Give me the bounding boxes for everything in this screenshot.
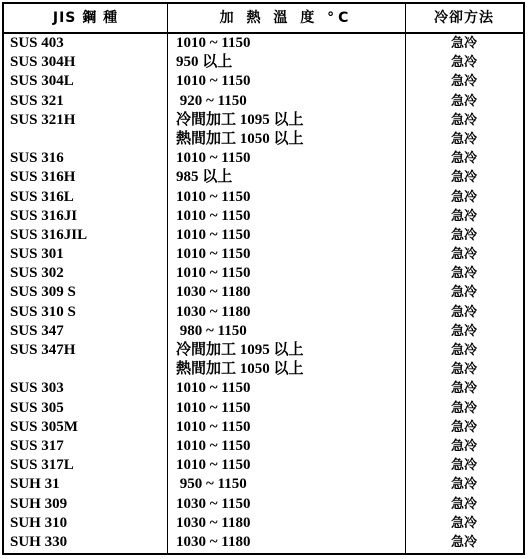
table-row (4, 322, 523, 341)
heating-temperature-cell: 950 以上 (176, 54, 233, 71)
cooling-method-cell: 急冷 (450, 400, 477, 416)
table-header (4, 4, 523, 34)
steel-grade-cell: SUS 347H (10, 342, 76, 358)
table-row (4, 72, 523, 91)
table-row (4, 283, 523, 302)
table-row (4, 437, 523, 456)
heating-temperature-cell: 950 ~ 1150 (176, 476, 247, 493)
steel-grade-cell: SUS 309 S (10, 284, 76, 301)
steel-grade-cell: SUS 321H (10, 111, 76, 128)
steel-grade-cell: SUS 316JI (10, 207, 78, 224)
cooling-method-cell: 急冷 (450, 93, 477, 109)
heating-temperature-cell: 1030 ~ 1150 (176, 495, 251, 512)
steel-grade-cell: SUS 317L (10, 457, 74, 474)
heating-temperature-cell: 1010 ~ 1150 (176, 399, 251, 416)
cooling-method-cell: 急冷 (450, 208, 477, 224)
heating-temperature-cell: 1010 ~ 1150 (176, 150, 251, 167)
table-row (4, 168, 523, 187)
steel-grade-cell: SUS 317 (10, 437, 64, 454)
cooling-method-cell: 急冷 (450, 534, 477, 550)
table-row (4, 360, 523, 379)
table-row (4, 149, 523, 168)
heating-temperature-cell: 冷間加工 1095 以上 (176, 342, 304, 358)
steel-grade-cell: SUS 305M (10, 418, 78, 435)
cooling-method-cell: 急冷 (450, 74, 477, 90)
heating-temperature-cell: 1010 ~ 1150 (176, 437, 251, 454)
cooling-method-cell: 急冷 (450, 112, 477, 128)
steel-grade-cell: SUH 31 (10, 476, 60, 493)
table-row (4, 245, 523, 264)
table-row (4, 226, 523, 245)
table-row (4, 207, 523, 226)
table-row (4, 264, 523, 283)
table-row (4, 475, 523, 494)
steel-grade-cell: SUS 316L (10, 188, 74, 205)
heating-temperature-cell: 1010 ~ 1150 (176, 246, 251, 263)
table-row (4, 495, 523, 514)
cooling-method-cell: 急冷 (450, 227, 477, 243)
table-row (4, 130, 523, 149)
steel-grade-cell: SUS 316JIL (10, 226, 88, 243)
table-row (4, 418, 523, 437)
steel-grade-cell: SUS 304H (10, 54, 76, 71)
steel-grade-cell: SUS 301 (10, 246, 64, 263)
table-row (4, 456, 523, 475)
heating-temperature-cell: 1010 ~ 1150 (176, 226, 251, 243)
table-row (4, 341, 523, 360)
cooling-method-cell: 急冷 (450, 36, 477, 51)
cooling-method-cell: 急冷 (450, 323, 477, 339)
cooling-method-cell: 急冷 (450, 477, 477, 493)
table-row (4, 533, 523, 552)
heating-temperature-cell: 1010 ~ 1150 (176, 265, 251, 282)
header-cooling-method: 冷卻方法 (434, 10, 494, 26)
steel-grade-cell: SUS 304L (10, 73, 74, 90)
table-row (4, 111, 523, 130)
steel-grade-cell: SUS 316 (10, 150, 64, 167)
heat-treatment-table (2, 2, 525, 555)
cooling-method-cell: 急冷 (450, 419, 477, 435)
cooling-method-cell: 急冷 (450, 285, 477, 301)
cooling-method-cell: 急冷 (450, 496, 477, 512)
cooling-method-cell: 急冷 (450, 438, 477, 454)
heating-temperature-cell: 920 ~ 1150 (176, 92, 247, 109)
steel-grade-cell: SUS 310 S (10, 303, 76, 320)
cooling-method-cell: 急冷 (450, 170, 477, 186)
cooling-method-cell: 急冷 (450, 55, 477, 71)
cooling-method-cell: 急冷 (450, 247, 477, 263)
steel-grade-cell: SUH 309 (10, 495, 68, 512)
heating-temperature-cell: 1010 ~ 1150 (176, 457, 251, 474)
table-row (4, 514, 523, 533)
cooling-method-cell: 急冷 (450, 381, 477, 397)
table-row (4, 34, 523, 53)
heating-temperature-cell: 1030 ~ 1180 (176, 514, 251, 531)
steel-grade-cell: SUS 403 (10, 35, 64, 51)
steel-grade-cell: SUS 347 (10, 322, 64, 339)
steel-grade-cell: SUH 310 (10, 514, 68, 531)
heating-temperature-cell: 熱間加工 1050 以上 (176, 130, 304, 147)
heating-temperature-cell: 1010 ~ 1150 (176, 35, 251, 51)
cooling-method-cell: 急冷 (450, 362, 477, 378)
table-row (4, 379, 523, 398)
heating-temperature-cell: 985 以上 (176, 169, 233, 186)
cooling-method-cell: 急冷 (450, 515, 477, 531)
table-body (4, 34, 523, 552)
cooling-method-cell: 急冷 (450, 151, 477, 167)
heating-temperature-cell: 1010 ~ 1150 (176, 188, 251, 205)
heating-temperature-cell: 1010 ~ 1150 (176, 380, 251, 397)
cooling-method-cell: 急冷 (450, 343, 477, 358)
table-row (4, 92, 523, 111)
heating-temperature-cell: 1030 ~ 1180 (176, 303, 251, 320)
steel-grade-cell: SUS 321 (10, 92, 64, 109)
table-row (4, 53, 523, 72)
header-heating-temperature: 加 熱 溫 度 °C (219, 10, 353, 26)
steel-grade-cell: SUS 316H (10, 169, 76, 186)
heating-temperature-cell: 1030 ~ 1180 (176, 284, 251, 301)
table-row (4, 399, 523, 418)
cooling-method-cell: 急冷 (450, 266, 477, 282)
heating-temperature-cell: 冷間加工 1095 以上 (176, 111, 304, 128)
heating-temperature-cell: 980 ~ 1150 (176, 322, 247, 339)
heating-temperature-cell: 1010 ~ 1150 (176, 73, 251, 90)
cooling-method-cell: 急冷 (450, 131, 477, 147)
header-steel-grade: JIS 鋼 種 (52, 10, 119, 26)
heating-temperature-cell: 1010 ~ 1150 (176, 418, 251, 435)
heating-temperature-cell: 1030 ~ 1180 (176, 533, 251, 550)
heating-temperature-cell: 熱間加工 1050 以上 (176, 361, 304, 378)
steel-grade-cell: SUS 302 (10, 265, 64, 282)
steel-grade-cell: SUS 305 (10, 399, 64, 416)
cooling-method-cell: 急冷 (450, 304, 477, 320)
table-row (4, 303, 523, 322)
cooling-method-cell: 急冷 (450, 189, 477, 205)
cooling-method-cell: 急冷 (450, 458, 477, 474)
steel-grade-cell: SUS 303 (10, 380, 64, 397)
heating-temperature-cell: 1010 ~ 1150 (176, 207, 251, 224)
steel-grade-cell: SUH 330 (10, 533, 68, 550)
table-row (4, 188, 523, 207)
